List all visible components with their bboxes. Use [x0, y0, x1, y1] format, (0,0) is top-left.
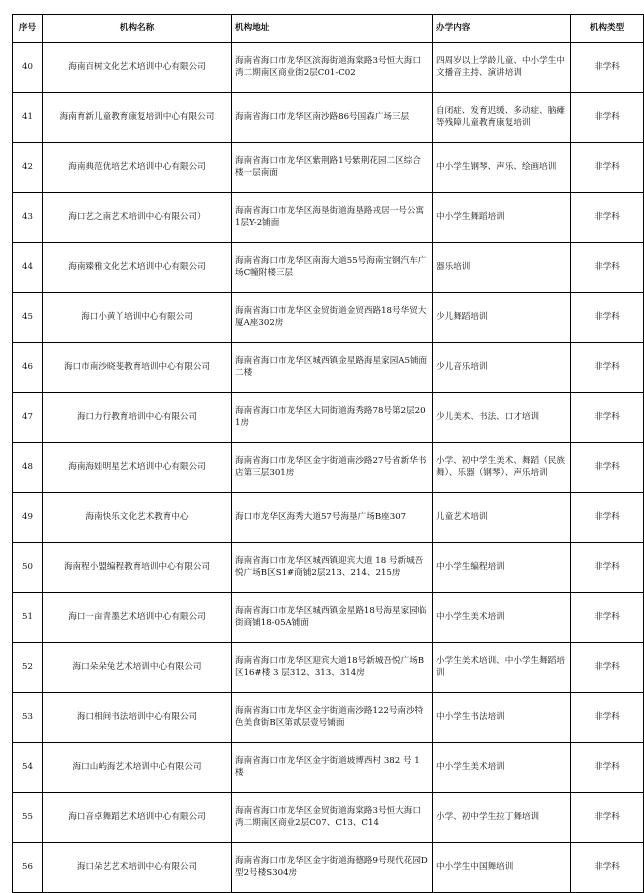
table-body	[13, 43, 644, 893]
header-teaching-content: 办学内容	[433, 15, 571, 43]
cell-institution-address: 海南省海口市龙华区海垦街道海垦路戎居一号公寓1层Y-2铺面	[232, 193, 433, 243]
cell-teaching-content: 中小学生编程培训	[433, 543, 571, 593]
table-row	[13, 93, 644, 143]
cell-index: 54	[13, 743, 43, 793]
cell-institution-address: 海南省海口市龙华区金宇街道南沙路122号南沙特色美食街B区第贰层壹号铺面	[232, 693, 433, 743]
header-institution-type: 机构类型	[571, 15, 644, 43]
cell-index: 41	[13, 93, 43, 143]
table-header-row	[13, 15, 644, 43]
cell-institution-address: 海南省海口市龙华区迎宾大道18号新城吾悦广场B区16#楼 3 层312、313、314房	[232, 643, 433, 693]
cell-institution-name: 海口艺之南艺术培训中心有限公司）	[43, 193, 232, 243]
cell-teaching-content: 中小学生书法培训	[433, 693, 571, 743]
institution-table	[12, 14, 644, 893]
table-row	[13, 543, 644, 593]
cell-institution-address: 海南省海口市龙华区滨海街道海棠路3号恒大海口湾二期南区商业街2层C01-C02	[232, 43, 433, 93]
cell-index: 44	[13, 243, 43, 293]
cell-institution-type: 非学科	[571, 343, 644, 393]
cell-institution-type: 非学科	[571, 743, 644, 793]
cell-institution-address: 海南省海口市龙华区金贸街道海棠路3号恒大海口湾二期南区商业2层C07、C13、C14	[232, 793, 433, 843]
document-page	[12, 14, 625, 893]
header-institution-name: 机构名称	[43, 15, 232, 43]
cell-teaching-content: 儿童艺术培训	[433, 493, 571, 543]
cell-institution-name: 海南程小盟编程教育培训中心有限公司	[43, 543, 232, 593]
cell-teaching-content: 中小学生美术培训	[433, 743, 571, 793]
cell-institution-address: 海南省海口市龙华区南海大道55号海南宝钢汽车广场C幢附楼三层	[232, 243, 433, 293]
cell-teaching-content: 少儿美术、书法、口才培训	[433, 393, 571, 443]
cell-index: 45	[13, 293, 43, 343]
header-index: 序号	[13, 15, 43, 43]
cell-institution-address: 海南省海口市龙华区紫荆路1号紫荆花园二区综合楼一层南面	[232, 143, 433, 193]
table-row	[13, 793, 644, 843]
cell-institution-address: 海南省海口市龙华区城西镇金星路海星家园A5铺面二楼	[232, 343, 433, 393]
cell-institution-name: 海南海娃明星艺术培训中心有限公司	[43, 443, 232, 493]
cell-institution-type: 非学科	[571, 43, 644, 93]
table-row	[13, 43, 644, 93]
cell-institution-name: 海口一亩青墨艺术培训中心有限公司	[43, 593, 232, 643]
cell-teaching-content: 四周岁以上学龄儿童、中小学生中文播音主持、演讲培训	[433, 43, 571, 93]
cell-institution-address: 海南省海口市龙华区金宇街道海德路9号现代花园D型2号楼S304房	[232, 843, 433, 893]
cell-institution-name: 海口朵艺艺术培训中心有限公司	[43, 843, 232, 893]
cell-teaching-content: 小学、初中学生美术、舞蹈（民族舞）、乐器（钢琴）、声乐培训	[433, 443, 571, 493]
cell-institution-name: 海口小黄丫培训中心有限公司	[43, 293, 232, 343]
cell-index: 56	[13, 843, 43, 893]
cell-teaching-content: 小学、初中学生拉丁舞培训	[433, 793, 571, 843]
cell-institution-type: 非学科	[571, 543, 644, 593]
cell-institution-name: 海南快乐文化艺术教育中心	[43, 493, 232, 543]
cell-institution-name: 海口市南沙晓斐教育培训中心有限公司	[43, 343, 232, 393]
cell-index: 52	[13, 643, 43, 693]
table-row	[13, 243, 644, 293]
cell-teaching-content: 中小学生舞蹈培训	[433, 193, 571, 243]
cell-institution-type: 非学科	[571, 243, 644, 293]
table-row	[13, 393, 644, 443]
cell-index: 42	[13, 143, 43, 193]
cell-institution-address: 海南省海口市龙华区大同街道海秀路78号第2层201房	[232, 393, 433, 443]
cell-institution-name: 海南百树文化艺术培训中心有限公司	[43, 43, 232, 93]
cell-teaching-content: 自闭症、发育迟缓、多动症、脑瘫等残障儿童教育康复培训	[433, 93, 571, 143]
table-row	[13, 293, 644, 343]
cell-institution-name: 海南典范优培艺术培训中心有限公司	[43, 143, 232, 193]
cell-institution-type: 非学科	[571, 693, 644, 743]
table-row	[13, 343, 644, 393]
table-row	[13, 643, 644, 693]
cell-institution-type: 非学科	[571, 593, 644, 643]
cell-institution-type: 非学科	[571, 193, 644, 243]
cell-institution-name: 海口力行教育培训中心有限公司	[43, 393, 232, 443]
cell-index: 40	[13, 43, 43, 93]
cell-institution-address: 海南省海口市龙华区南沙路86号国森广场三层	[232, 93, 433, 143]
cell-institution-name: 海口朵朵兔艺术培训中心有限公司	[43, 643, 232, 693]
cell-index: 46	[13, 343, 43, 393]
cell-institution-type: 非学科	[571, 793, 644, 843]
cell-teaching-content: 少儿音乐培训	[433, 343, 571, 393]
cell-institution-type: 非学科	[571, 493, 644, 543]
cell-index: 48	[13, 443, 43, 493]
cell-institution-name: 海口相间书法培训中心有限公司	[43, 693, 232, 743]
cell-institution-address: 海南省海口市龙华区城西镇金星路18号海星家园临街商铺18-05A铺面	[232, 593, 433, 643]
table-row	[13, 843, 644, 893]
cell-teaching-content: 小学生美术培训、中小学生舞蹈培训	[433, 643, 571, 693]
cell-institution-name: 海南育新儿童教育康复培训中心有限公司	[43, 93, 232, 143]
cell-teaching-content: 中小学生美术培训	[433, 593, 571, 643]
header-institution-address: 机构地址	[232, 15, 433, 43]
table-row	[13, 693, 644, 743]
table-row	[13, 443, 644, 493]
cell-institution-type: 非学科	[571, 443, 644, 493]
cell-institution-address: 海南省海口市龙华区金宇街道南沙路27号省新华书店第三层301房	[232, 443, 433, 493]
cell-institution-type: 非学科	[571, 643, 644, 693]
cell-teaching-content: 中小学生中国舞培训	[433, 843, 571, 893]
cell-teaching-content: 少儿舞蹈培训	[433, 293, 571, 343]
table-row	[13, 193, 644, 243]
cell-institution-address: 海南省海口市龙华区金贸街道金贸西路18号华贸大厦A座302房	[232, 293, 433, 343]
cell-teaching-content: 器乐培训	[433, 243, 571, 293]
cell-institution-type: 非学科	[571, 843, 644, 893]
cell-institution-type: 非学科	[571, 293, 644, 343]
cell-institution-address: 海南省海口市龙华区城西镇迎宾大道 18 号新城吾悦广场B区S1#商铺2层213、214、215房	[232, 543, 433, 593]
cell-index: 47	[13, 393, 43, 443]
cell-index: 55	[13, 793, 43, 843]
table-row	[13, 743, 644, 793]
cell-institution-type: 非学科	[571, 393, 644, 443]
cell-index: 49	[13, 493, 43, 543]
cell-teaching-content: 中小学生钢琴、声乐、绘画培训	[433, 143, 571, 193]
table-row	[13, 493, 644, 543]
cell-institution-name: 海口山屿海艺术培训中心有限公司	[43, 743, 232, 793]
cell-institution-type: 非学科	[571, 93, 644, 143]
cell-index: 51	[13, 593, 43, 643]
table-row	[13, 143, 644, 193]
cell-institution-type: 非学科	[571, 143, 644, 193]
cell-institution-address: 海南省海口市龙华区金宇街道坡博西村 382 号 1 楼	[232, 743, 433, 793]
cell-institution-name: 海南臻雅文化艺术培训中心有限公司	[43, 243, 232, 293]
cell-index: 50	[13, 543, 43, 593]
cell-institution-name: 海口音卓舞蹈艺术培训中心有限公司	[43, 793, 232, 843]
cell-index: 43	[13, 193, 43, 243]
cell-institution-address: 海口市龙华区海秀大道57号海垦广场B座307	[232, 493, 433, 543]
cell-index: 53	[13, 693, 43, 743]
table-row	[13, 593, 644, 643]
